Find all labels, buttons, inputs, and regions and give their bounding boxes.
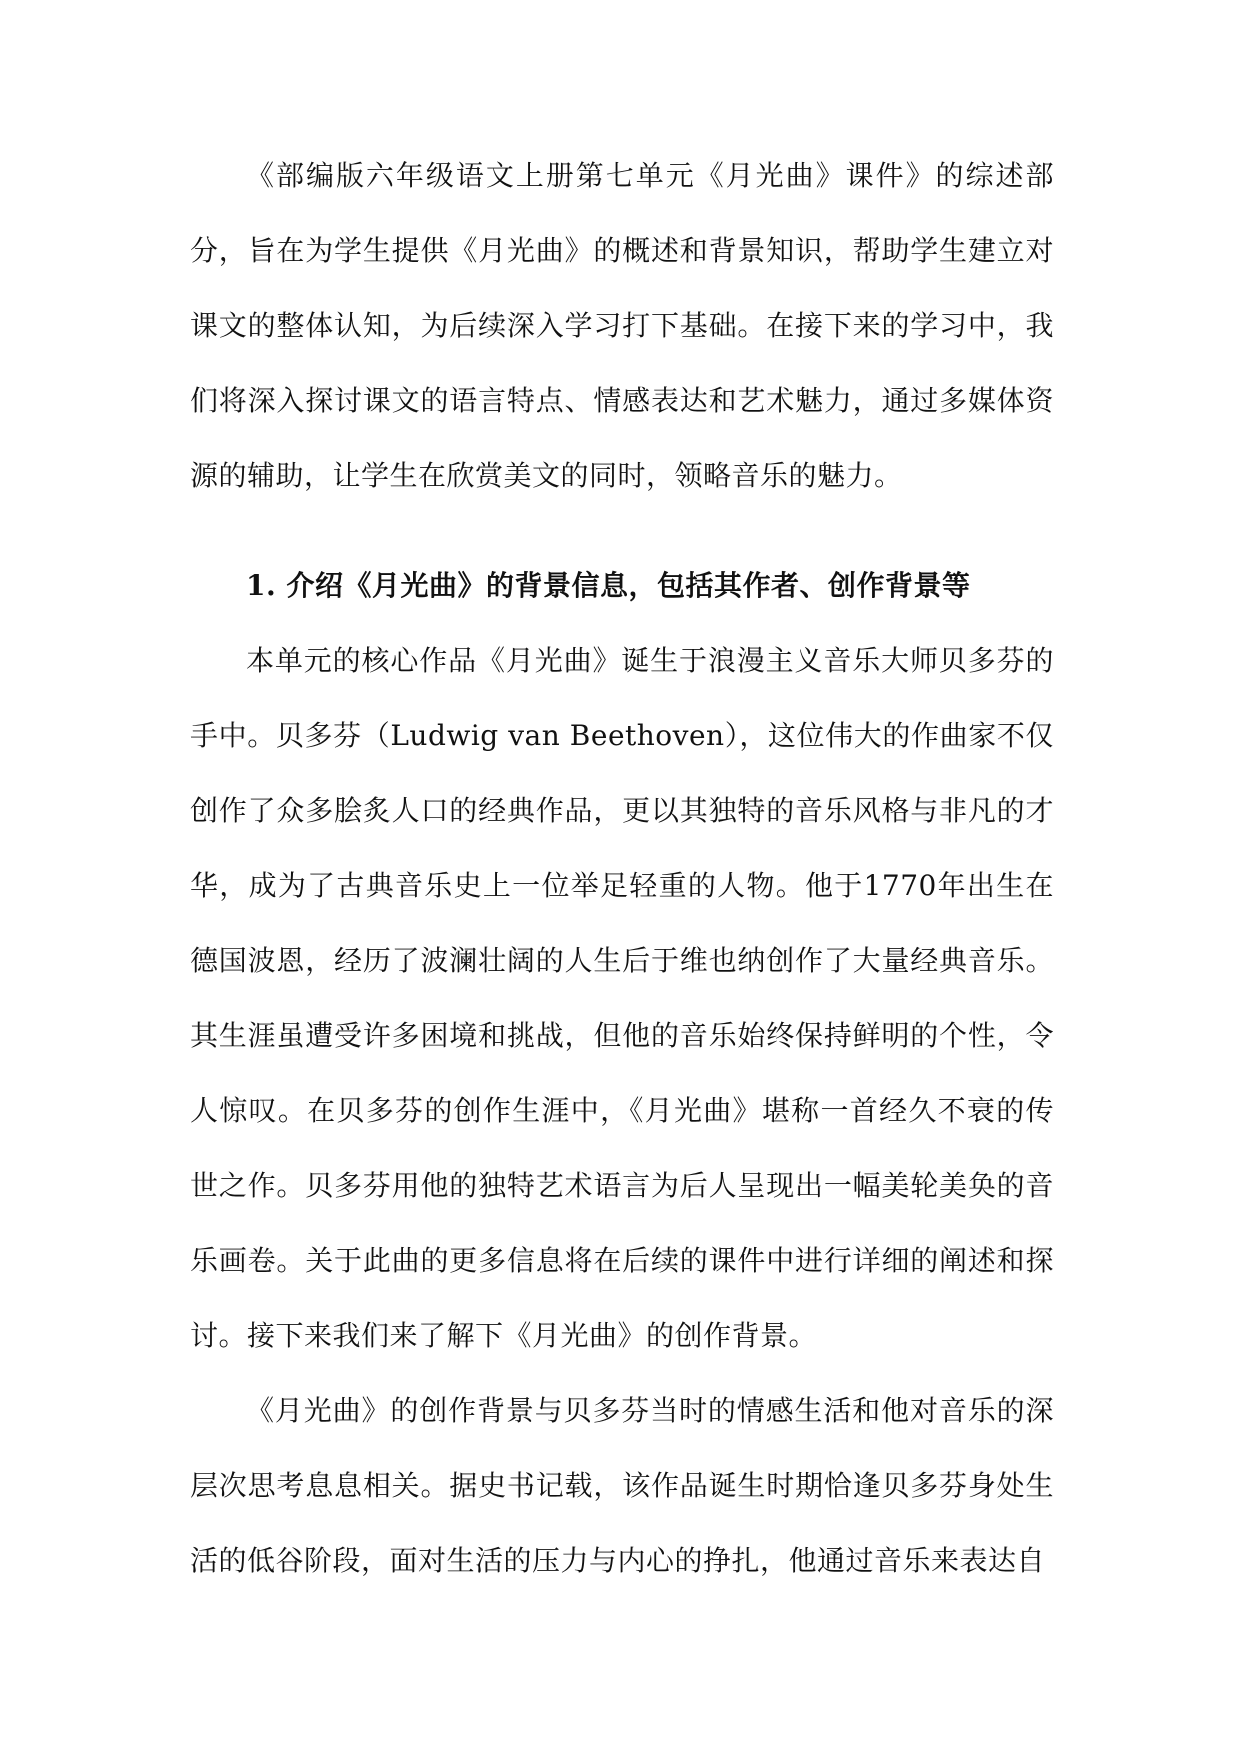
- author-paragraph: 本单元的核心作品《月光曲》诞生于浪漫主义音乐大师贝多芬的手中。贝多芬（Ludwig van Beethoven），这位伟大的作曲家不仅创作了众多脍炙人口的经典作品，更以其独特的音乐风格与非凡的才华，成为了古典音乐史上一位举足轻重的人物。他于1770年出生在德国波恩，经历了波澜壮阔的人生后于维也纳创作了大量经典音乐。其生涯虽遭受许多困境和挑战，但他的音乐始终保持鲜明的个性，令人惊叹。在贝多芬的创作生涯中，《月光曲》堪称一首经久不衰的传世之作。贝多芬用他的独特艺术语言为后人呈现出一幅美轮美奂的音乐画卷。关于此曲的更多信息将在后续的课件中进行详细的阐述和探讨。接下来我们来了解下《月光曲》的创作背景。: [190, 644, 1054, 1352]
- intro-paragraph: 《部编版六年级语文上册第七单元《月光曲》课件》的综述部分，旨在为学生提供《月光曲》的概述和背景知识，帮助学生建立对课文的整体认知，为后续深入学习打下基础。在接下来的学习中，我们将深入探讨课文的语言特点、情感表达和艺术魅力，通过多媒体资源的辅助，让学生在欣赏美文的同时，领略音乐的魅力。: [190, 159, 1054, 492]
- document-body: [190, 138, 1054, 1598]
- section-heading: 1. 介绍《月光曲》的背景信息，包括其作者、创作背景等: [246, 569, 971, 602]
- background-paragraph: 《月光曲》的创作背景与贝多芬当时的情感生活和他对音乐的深层次思考息息相关。据史书记载，该作品诞生时期恰逢贝多芬身处生活的低谷阶段，面对生活的压力与内心的挣扎，他通过音乐来表达自: [190, 1394, 1054, 1577]
